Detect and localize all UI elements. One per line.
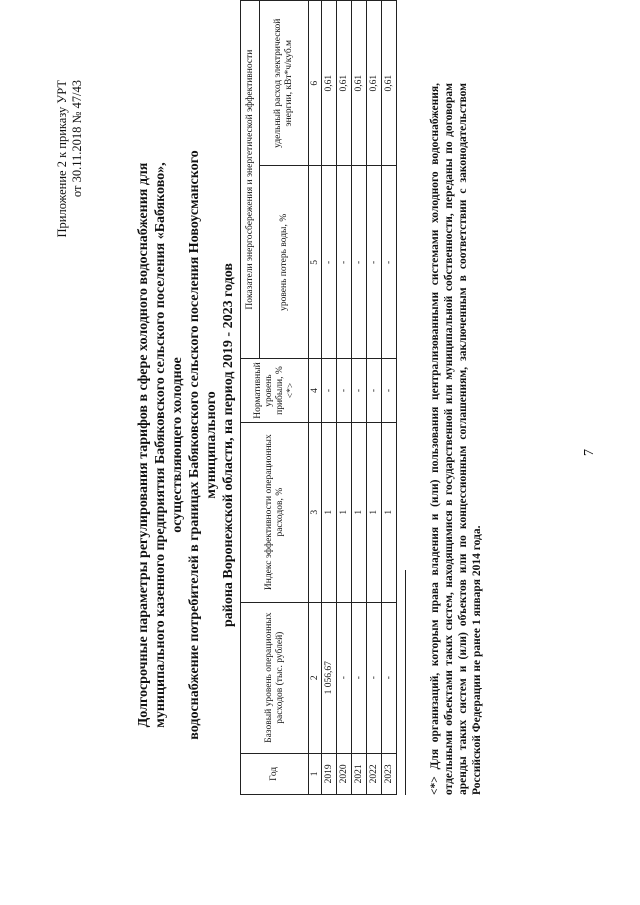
footnote: <*> Для организаций, которым права владения и (или) пользования централизованными системами холодного водоснабжения, отдельными объектами таких систем, находящимися в государственной или муниципальной собственности, переданы по договорам аренды таких систем и (или) объектов или по концессионным соглашениям, заключенным в соответствии с законодательством Российской Федерации не ранее 1 января 2014 года. (429, 83, 483, 795)
table-row (352, 1, 367, 795)
cell-profit-level: - (367, 359, 382, 422)
table-row (322, 1, 337, 795)
cell-water-losses: - (322, 166, 337, 359)
cell-year: 2019 (322, 753, 337, 794)
cell-profit-level: - (337, 359, 352, 422)
page-number: 7 (582, 449, 597, 456)
header-profit-level: Нормативный уровень прибыли, % <*> (241, 359, 309, 422)
cell-efficiency-index: 1 (382, 422, 397, 602)
cell-year: 2020 (337, 753, 352, 794)
title-line-3: водоснабжение потребителей в границах Бабяковского сельского поселения Новоусманского муниципального (187, 150, 219, 740)
column-number: 3 (309, 422, 322, 602)
column-number: 1 (309, 753, 322, 794)
cell-water-losses: - (352, 166, 367, 359)
table-row (382, 1, 397, 795)
header-year: Год (241, 753, 309, 794)
cell-water-losses: - (367, 166, 382, 359)
header-efficiency-index: Индекс эффективности операционных расходов, % (241, 422, 309, 602)
cell-energy-consumption: 0,61 (337, 1, 352, 166)
footnote-divider (405, 570, 406, 795)
table-row (337, 1, 352, 795)
title-line-1: Долгосрочные параметры регулирования тарифов в сфере холодного водоснабжения для (136, 162, 151, 728)
cell-energy-consumption: 0,61 (382, 1, 397, 166)
column-number: 4 (309, 359, 322, 422)
header-water-losses: уровень потерь воды, % (260, 166, 309, 359)
column-number: 2 (309, 602, 322, 753)
cell-efficiency-index: 1 (337, 422, 352, 602)
header-base-expenses: Базовый уровень операционных расходов (тыс. рублей) (241, 602, 309, 753)
cell-energy-consumption: 0,61 (322, 1, 337, 166)
cell-base-expenses: 1 056,67 (322, 602, 337, 753)
cell-efficiency-index: 1 (352, 422, 367, 602)
cell-profit-level: - (352, 359, 367, 422)
document-title (135, 115, 237, 775)
tariff-parameters-table (240, 0, 397, 795)
header-energy-group: Показатели энергосбережения и энергетической эффективности (241, 1, 260, 359)
appendix-reference (55, 80, 85, 238)
cell-year: 2021 (352, 753, 367, 794)
cell-profit-level: - (382, 359, 397, 422)
table-row (367, 1, 382, 795)
table-header-row (241, 1, 260, 795)
cell-base-expenses: - (337, 602, 352, 753)
cell-energy-consumption: 0,61 (352, 1, 367, 166)
cell-efficiency-index: 1 (322, 422, 337, 602)
column-numbers-row (309, 1, 322, 795)
title-line-2: муниципального казенного предприятия Бабяковского сельского поселения «Бабяково», осуществляющего холодное (153, 162, 185, 728)
cell-water-losses: - (382, 166, 397, 359)
column-number: 5 (309, 166, 322, 359)
title-line-4: района Воронежской области, на период 2019 - 2023 годов (221, 263, 236, 627)
cell-year: 2023 (382, 753, 397, 794)
header-energy-consumption: удельный расход электрической энергии, кВт*ч/куб.м (260, 1, 309, 166)
cell-base-expenses: - (352, 602, 367, 753)
cell-year: 2022 (367, 753, 382, 794)
cell-efficiency-index: 1 (367, 422, 382, 602)
cell-base-expenses: - (367, 602, 382, 753)
cell-profit-level: - (322, 359, 337, 422)
column-number: 6 (309, 1, 322, 166)
appendix-line-2: от 30.11.2018 № 47/43 (70, 80, 84, 198)
cell-energy-consumption: 0,61 (367, 1, 382, 166)
appendix-line-1: Приложение 2 к приказу УРТ (55, 80, 69, 238)
cell-base-expenses: - (382, 602, 397, 753)
cell-water-losses: - (337, 166, 352, 359)
